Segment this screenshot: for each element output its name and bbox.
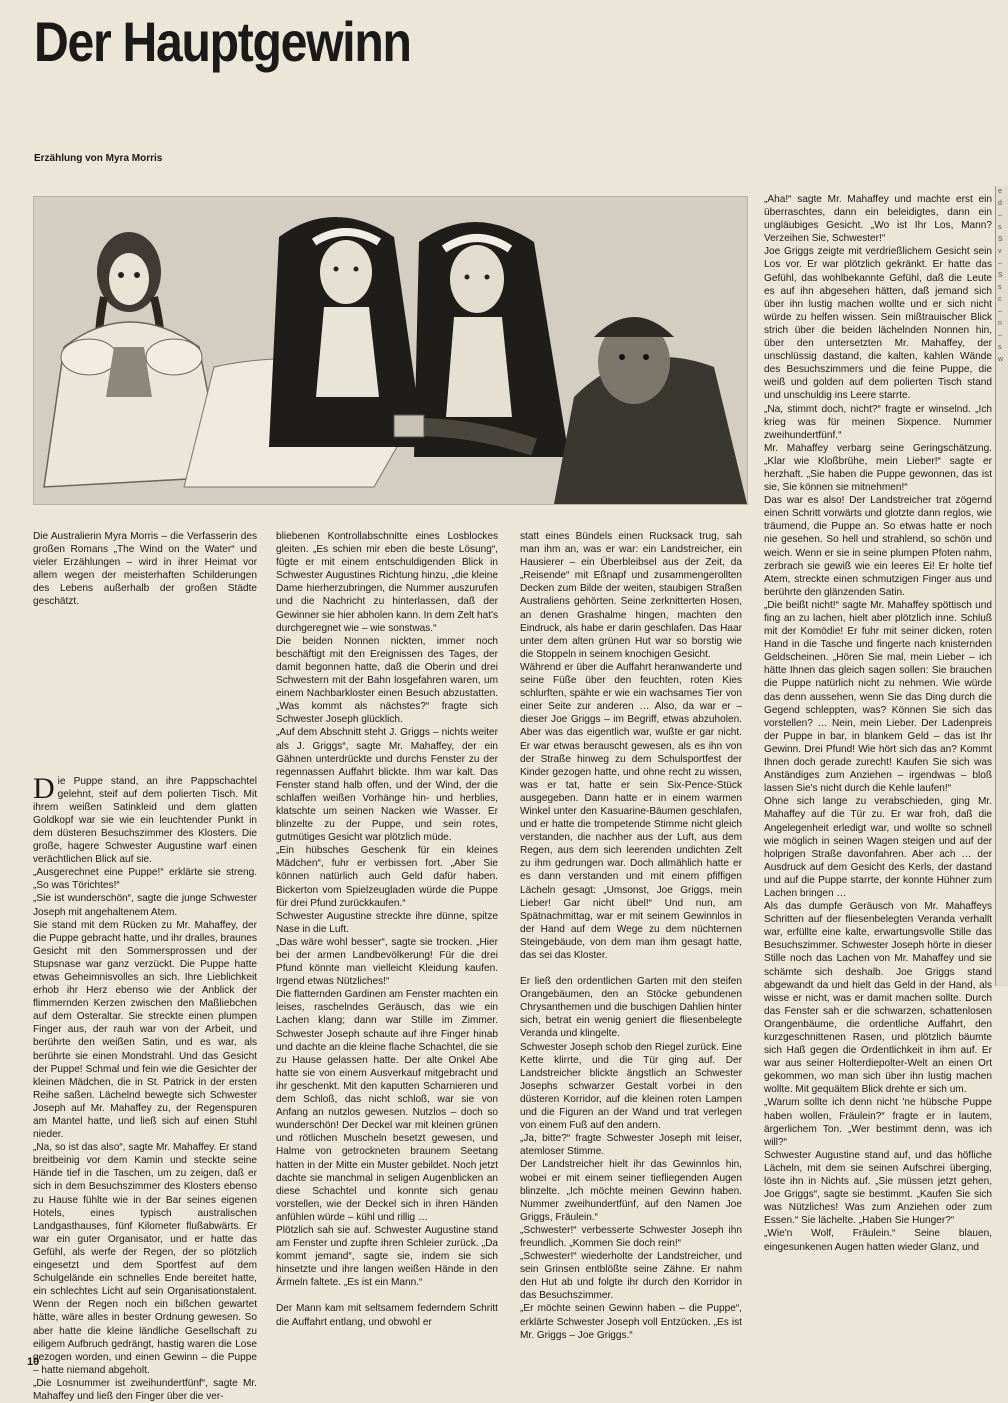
paragraph: „Na, stimmt doch, nicht?“ fragte er winselnd. „Ich krieg was für meinen Sixpence. Nummer zweihundertfünf.“: [764, 403, 992, 441]
paragraph: „Auf dem Abschnitt steht J. Griggs – nichts weiter als J. Griggs“, sagte Mr. Mahaffey, der ein Gähnen unterdrückte und durchs Fenster zu der regennassen Auffahrt blickte. Ihm war kalt. Das Fenster stand halb offen, und der Wind, der die schlaffen weißen Vorhänge hin- und herblies, klatschte um seinen Nacken wie Wasser. Er blinzelte zu der Puppe, und sein rotes, gutmütiges Gesicht war plötzlich müde.: [276, 727, 498, 844]
drop-cap: D: [33, 771, 55, 805]
paragraph: „Aha!“ sagte Mr. Mahaffey und machte erst ein überraschtes, dann ein beleidigtes, dann ein ungläubiges Gesicht. „Wo ist Ihr Los, Mann? Verzeihen Sie, Schwester!“: [764, 194, 992, 245]
paragraph: Schwester Augustine stand auf, und das höfliche Lächeln, mit dem sie seinen Aufschrei überging, löste ihn in Nichts auf. „Sie müssen jetzt gehen, Joe Griggs“, sagte sie bestimmt. „Kaufen Sie sich was Nützliches! Was zum Anziehen oder zum Essen.“ Sie lächelte. „Haben Sie Hunger?“: [764, 1149, 992, 1227]
paragraph: Er ließ den ordentlichen Garten mit den steifen Orangebäumen, den an Stöcke gebundenen Chrysanthemen und die buschigen Dahlien hinter sich, betrat ein wenig geniert die fliesenbelegte Veranda und klingelte.: [520, 976, 742, 1040]
paragraph: „Ausgerechnet eine Puppe!“ erklärte sie streng. „So was Törichtes!“: [33, 867, 257, 892]
paragraph: statt eines Bündels einen Rucksack trug, sah man ihm an, was er war: ein Landstreicher, ein Hausierer – ein Überbleibsel aus der Zeit, da „Reisende“ mit Eßnapf und zusammengerollten Decken zum Bilde der weiten, staubigen Straßen Australiens gehörten. Seine zerknitterten Hosen, an denen Grashalme hingen, machten den Eindruck, als habe er darin geschlafen. Das Haar unter dem alten grünen Hut war so borstig wie die Stoppeln in seinem knochigen Gesicht.: [520, 531, 742, 660]
story-illustration: [33, 196, 748, 505]
column-3: [520, 530, 742, 1342]
author-intro: Die Australierin Myra Morris – die Verfasserin des großen Romans „The Wind on the Water“ und vieler Erzählungen – wird in ihrer Heimat vor allem wegen der meisterhaften Schilderungen des Lebens außerhalb der großen Städte geschätzt.: [33, 531, 257, 608]
column-1: [33, 530, 257, 1403]
byline: Erzählung von Myra Morris: [34, 153, 163, 164]
paragraph: Der Mann kam mit seltsamem federndem Schritt die Auffahrt entlang, und obwohl er: [276, 1303, 498, 1328]
column-2: [276, 530, 498, 1329]
adjacent-page-edge: e d – s S v – S s c – n – s w: [995, 186, 1008, 986]
paragraph: „Na, so ist das also“, sagte Mr. Mahaffey. Er stand breitbeinig vor dem Kamin und steckte seine Hände tief in die Taschen, um zu zeigen, daß er sich in dem Besuchszimmer des Klosters ebenso zu Hause fühlte wie in der Bar seines eigenen Hotels, eines typisch australischen Landgasthauses, fünf Kilometer flußabwärts. Er war ein guter Organisator, und er hatte das Gefühl, als werfe der Regen, der so plötzlich eingesetzt und dem Sportfest auf dem Schulgelände ein schnelles Ende bereitet hatte, ein schlechtes Licht auf sein Organisationstalent. Wenn der Regen noch ein bißchen gewartet hätte, wäre alles in bester Ordnung gewesen. So aber hatte die kleine ländliche Gesellschaft zu eiligem Aufbruch gedrängt, hastig waren die Lose gezogen worden, und einen Gewinn – die Puppe – hatte niemand abgeholt.: [33, 1142, 257, 1376]
paragraph: „Die beißt nicht!“ sagte Mr. Mahaffey spöttisch und fing an zu lachen, hielt aber plötzlich inne. Schluß mit der Komödie! Er fuhr mit seiner dicken, roten Hand in die Tasche und fingerte nach knisternden Geldscheinen. „Hören Sie mal, mein Lieber – ich hätte Ihnen das gleich sagen sollen: Sie brauchen die Puppe natürlich nicht zu nehmen. Wie würde das denn aussehen, wenn Sie das Ding durch die Gegend schleppten, was? Können Sie sich das vorstellen? … Nein, mein Lieber. Der Ladenpreis der Puppe in bar, in blankem Geld – das ist Ihr Gewinn. Drei Pfund! Wie hört sich das an? Kommt Ihnen doch gerade zurecht! Kaufen Sie sich was Anständiges zum Anziehen – irgendwas – bloß lassen Sie's nicht durch die Kehle laufen!“: [764, 599, 992, 795]
paragraph: „Warum sollte ich denn nicht 'ne hübsche Puppe haben wollen, Fräulein?“ fragte er in lautem, ärgerlichem Ton. „Wer bestimmt denn, was ich will?“: [764, 1097, 992, 1148]
paragraph: Das war es also! Der Landstreicher trat zögernd einen Schritt vorwärts und glotzte dann reglos, wie träumend, die Puppe an. So etwas hatte er noch nie gesehen. So hell und strahlend, so schön und weich. Wenn er sie in seine plumpen Pfoten nahm, zerbrach sie gewiß wie ein leeres Ei! Er holte tief Atem, streckte einen schmutzigen Finger aus und berührte den glänzenden Satin.: [764, 495, 992, 598]
paragraph: Sie stand mit dem Rücken zu Mr. Mahaffey, der die Puppe gebracht hatte, und ihr dralles, braunes Gesicht mit den Sommersprossen und der Stupsnase war ganz verzückt. Die Puppe hatte etwas Geheimnisvolles an sich. Ihre Lieblichkeit erhob ihr Herz ebenso wie der Anblick der flimmernden Kerzen zwischen den Maßliebchen auf dem Osteraltar. Sie streckte einen plumpen Finger aus, der rauh war von der Arbeit, und berührte den weißen Satin, und es war, als berührte sie einen Mondstrahl. Und das Gesicht der Puppe! Schmal und fein wie die Gesichter der kleinen Mädchen, die in St. Patrick in der ersten Reihe saßen. Lächelnd bewegte sich Schwester Joseph auf Mr. Mahaffey zu, der Regenspuren am Mantel hatte, und ließ sich auf einen Stuhl nieder.: [33, 919, 257, 1141]
paragraph: Als das dumpfe Geräusch von Mr. Mahaffeys Schritten auf der fliesenbelegten Veranda verhallt war, erfüllte eine kalte, erwartungsvolle Stille das Besuchszimmer. Schwester Joseph hörte in dieser Stille noch das Lachen von Mr. Mahaffey und sie schämte sich deshalb. Joe Griggs stand abgewandt da und hielt das Geld in der Hand, als wisse er nicht, was er damit machen sollte. Durch das Fenster sah er die schwarzen, schattenlosen Orangenbäume, die ordentliche Auffahrt, den kurzgeschnittenen Rasen, und plötzlich bäumte sich Haß gegen die Ordentlichkeit in ihm auf. Er war aus seiner Holterdiepolter-Welt an einen Ort gekommen, wo man sich über ihn lustig machen wollte. Mit gequältem Blick drehte er sich um.: [764, 901, 992, 1096]
paragraph: bliebenen Kontrollabschnitte eines Losblockes gleiten. „Es schien mir eben die beste Lösung“, fügte er mit einem entschuldigenden Blick in Schwester Augustines Richtung hinzu, „die kleine Dame hierherzubringen, die Nummer auszurufen und die Nachricht zu hinterlassen, daß der Gewinner sie hier abholen kann. In dem Zelt hat's durchgeregnet wie – wie sonstwas.“: [276, 531, 498, 634]
paragraph: Schwester Augustine streckte ihre dünne, spitze Nase in die Luft.: [276, 910, 498, 935]
article-title: Der Hauptgewinn: [34, 10, 411, 73]
paragraph: „Wie'n Wolf, Fräulein.“ Seine blauen, eingesunkenen Augen hatten wieder Glanz, und: [764, 1228, 992, 1253]
paragraph: Joe Griggs zeigte mit verdrießlichem Gesicht sein Los vor. Er war plötzlich gekränkt. Er hatte das Gefühl, das wohlbekannte Gefühl, daß die Leute es auf ihn abgesehen hätten, daß jemand sich über ihn lustig machen wollte und er sich nicht würde zu helfen wissen. Sein mißtrauischer Blick strich über die beiden lächelnden Nonnen hin, über den untersetzten Mr. Mahaffey, der unschlüssig dastand, die kalten, kahlen Wände des Besuchszimmers und die feine Puppe, die weiß und golden auf dem polierten Tisch stand und unschuldig ins Leere starrte.: [764, 246, 992, 402]
paragraph: Die Puppe stand, an ihre Pappschachtel gelehnt, steif auf dem polierten Tisch. Mit ihrem weißen Satinkleid und dem glatten Goldkopf war sie wie ein leuchtender Punkt in dem düsteren Besuchszimmer des Klosters. Die große, hagere Schwester Augustine warf einen verächtlichen Blick auf sie.: [33, 771, 257, 866]
paragraph: „Schwester!“ wiederholte der Landstreicher, und sein Grinsen entblößte seine Zähne. Er nahm den Hut ab und folgte ihr durch den Korridor in das Besuchszimmer.: [520, 1251, 742, 1302]
column-4: [764, 193, 992, 1254]
paragraph: Während er über die Auffahrt heranwanderte und seine Füße über den feuchten, roten Kies schlurften, spähte er wie ein wachsames Tier von einer Seite zur anderen … Also, da war er – dieser Joe Griggs – im Begriff, etwas abzuholen. Aber was das eigentlich war, wußte er gar nicht. Er war etwas berauscht gewesen, als es ihn von der Straße hinweg zu dem Schulsportfest der Kinder gezogen hatte, und ohne recht zu wissen, was er tat, hatte er sein Six-Pence-Stück ausgegeben. Dann hatte er in einem warmen Winkel unter den Kasuarine-Bäumen geschlafen, und er hatte die trompetende Stimme nicht gleich verstanden, die nachher aus der Luft, aus dem Regen, aus dem sich leerenden undichten Zelt zu ihm gedrungen war. Doch allmählich hatte er es dann verstanden und mit einem pfiffigen Lächeln gesagt: „Umsonst, Joe Griggs, mein Lieber! Gar nicht übel!“ Und nun, am Spätnachmittag, war er mit seinem Gewinnlos in der Hand auf dem Wege zu dem nüchternen Steingebäude, von dem man ihm gesagt hatte, das sei das Kloster.: [520, 661, 742, 961]
page-number: 10: [27, 1356, 40, 1368]
paragraph: „Schwester!“ verbesserte Schwester Joseph ihn freundlich. „Kommen Sie doch rein!“: [520, 1224, 742, 1249]
paragraph: Ohne sich lange zu verabschieden, ging Mr. Mahaffey auf die Tür zu. Er war froh, daß die Angelegenheit erledigt war, und wollte so schnell wie möglich in seinen Wagen steigen und auf der holprigen Straße davonfahren. Aber ach … der Ausdruck auf dem Gesicht des Kerls, der dastand und auf die Puppe starrte, der konnte Hühner zum Lachen bringen …: [764, 796, 992, 899]
paragraph: Die flatternden Gardinen am Fenster machten ein leises, raschelndes Geräusch, das wie ein Lachen klang; dann war Stille im Zimmer. Schwester Joseph schaute auf ihre Finger hinab und dachte an die kleine flache Schachtel, die sie zu Hause gelassen hatte. Der alte Onkel Abe hatte sie von einem Ausverkauf mitgebracht und ihr geschenkt. Mit den kaputten Scharnieren und dem Schloß, das nicht schloß, war sie von Anfang an nutzlos gewesen. Nutzlos – doch so wunderschön! Der Deckel war mit kleinen grünen und rötlichen Muscheln besetzt gewesen, und Halme von getrockneten braunem Seetang hatten in der Mitte ein Muster gebildet. Noch jetzt dachte sie manchmal in seligen Augenblicken an diese Schachtel und konnte sich genau vorstellen, wie der Deckel sich in ihren Händen anfühlen würde – kühl und rillig …: [276, 989, 498, 1223]
paragraph: Schwester Joseph schob den Riegel zurück. Eine Kette klirrte, und die Tür ging auf. Der Landstreicher blickte ängstlich an Schwester Josephs schwarzer Gestalt vorbei in den düsteren Korridor, auf die kleinen roten Lampen und die Figuren an der Wand und trat verlegen von einem Fuß auf den andern.: [520, 1041, 742, 1132]
paragraph: „Ja, bitte?“ fragte Schwester Joseph mit leiser, atemloser Stimme.: [520, 1133, 742, 1158]
paragraph: „Ein hübsches Geschenk für ein kleines Mädchen“, fuhr er verbissen fort. „Aber Sie können natürlich auch Geld dafür haben. Bickerton vom Spielzeugladen würde die Puppe für drei Pfund zurückkaufen.“: [276, 845, 498, 909]
paragraph: „Die Losnummer ist zweihundertfünf“, sagte Mr. Mahaffey und ließ den Finger über die ver-: [33, 1377, 257, 1402]
paragraph: Mr. Mahaffey verbarg seine Geringschätzung. „Klar wie Kloßbrühe, mein Lieber!“ sagte er herzhaft. „Sie haben die Puppe gewonnen, das ist sie, Sie können sie mitnehmen!“: [764, 442, 992, 494]
illustration-signature: Eug. Zed: [694, 485, 731, 496]
paragraph: „Er möchte seinen Gewinn haben – die Puppe“, erklärte Schwester Joseph voll Entzücken. „Es ist Mr. Griggs – Joe Griggs.“: [520, 1303, 742, 1341]
paragraph: Der Landstreicher hielt ihr das Gewinnlos hin, wobei er mit einem seiner tiefliegenden Augen blinzelte. „Ich möchte meinen Gewinn haben. Nummer zweihundertfünf, auf den Namen Joe Griggs, Fräulein.“: [520, 1159, 742, 1223]
paragraph: Die beiden Nonnen nickten, immer noch beschäftigt mit den Ereignissen des Tages, der damit begonnen hatte, daß die Oberin und drei Schwestern mit der Bahn losgefahren waren, um einem Nachbarkloster einen Besuch abzustatten. „Was kommt als nächstes?“ fragte sich Schwester Joseph glücklich.: [276, 635, 498, 726]
paragraph: Plötzlich sah sie auf. Schwester Augustine stand am Fenster und zupfte ihren Schleier zurück. „Da kommt jemand“, sagte sie, indem sie sich hinsetzte und ihre langen weißen Hände in den Ärmeln faltete. „Es ist ein Mann.“: [276, 1224, 498, 1289]
paragraph: „Das wäre wohl besser“, sagte sie trocken. „Hier bei der armen Landbevölkerung! Für die drei Pfund könnte man vielleicht Kleidung kaufen. Irgend etwas Nützliches!“: [276, 936, 498, 988]
paragraph: „Sie ist wunderschön“, sagte die junge Schwester Joseph mit angehaltenem Atem.: [33, 893, 257, 918]
